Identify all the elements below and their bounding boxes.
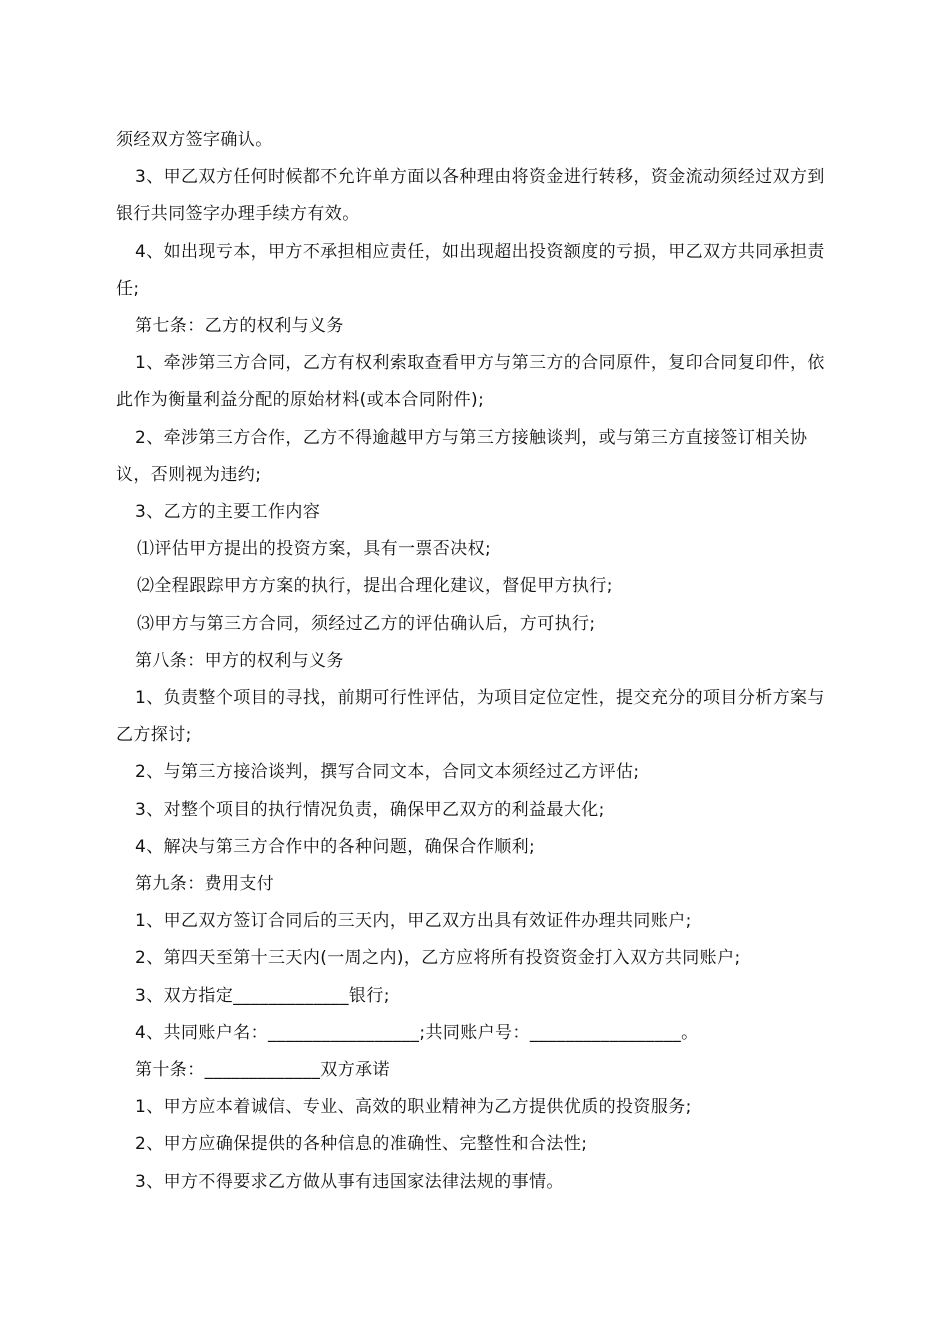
clause-6-item-4: 4、如出现亏本，甲方不承担相应责任，如出现超出投资额度的亏损，甲乙双方共同承担责任; — [116, 241, 825, 299]
clause-7-heading: 第七条：乙方的权利与义务 — [135, 316, 344, 337]
clause-9-heading: 第九条：费用支付 — [135, 874, 275, 895]
clause-10-heading: 第十条：_____________双方承诺 — [135, 1060, 390, 1081]
clause-7-item-3: 3、乙方的主要工作内容 — [135, 502, 321, 523]
clause-9-item-1: 1、甲乙双方签订合同后的三天内，甲乙双方出具有效证件办理共同账户; — [135, 911, 692, 932]
clause-8-item-2: 2、与第三方接洽谈判，撰写合同文本，合同文本须经过乙方评估; — [135, 762, 640, 783]
clause-7-item-2: 2、牵涉第三方合作，乙方不得逾越甲方与第三方接触谈判，或与第三方直接签订相关协议，否则视为违约; — [116, 427, 808, 485]
clause-10-item-2: 2、甲方应确保提供的各种信息的准确性、完整性和合法性; — [135, 1134, 588, 1155]
clause-9-item-4: 4、共同账户名：_________________;共同账户号：_________________。 — [135, 1022, 699, 1043]
clause-8-heading: 第八条：甲方的权利与义务 — [135, 650, 344, 671]
clause-8-item-1: 1、负责整个项目的寻找，前期可行性评估，为项目定位定性，提交充分的项目分析方案与乙方探讨; — [116, 688, 825, 746]
clause-7-subitem-2: ⑵全程跟踪甲方方案的执行，提出合理化建议，督促甲方执行; — [137, 576, 613, 597]
clause-7-subitem-1: ⑴评估甲方提出的投资方案，具有一票否决权; — [137, 539, 492, 560]
clause-9-item-3: 3、双方指定_____________银行; — [135, 985, 390, 1006]
document-body — [116, 122, 836, 1201]
clause-8-item-4: 4、解决与第三方合作中的各种问题，确保合作顺利; — [135, 836, 536, 857]
paragraph-continuation: 须经双方签字确认。 — [116, 130, 273, 150]
clause-10-item-1: 1、甲方应本着诚信、专业、高效的职业精神为乙方提供优质的投资服务; — [135, 1097, 692, 1118]
clause-9-item-2: 2、第四天至第十三天内(一周之内)，乙方应将所有投资资金打入双方共同账户; — [135, 948, 741, 969]
clause-6-item-3: 3、甲乙双方任何时候都不允许单方面以各种理由将资金进行转移，资金流动须经过双方到银行共同签字办理手续方有效。 — [116, 167, 825, 225]
clause-8-item-3: 3、对整个项目的执行情况负责，确保甲乙双方的利益最大化; — [135, 799, 605, 820]
clause-10-item-3: 3、甲方不得要求乙方做从事有违国家法律法规的事情。 — [135, 1171, 564, 1192]
clause-7-subitem-3: ⑶甲方与第三方合同，须经过乙方的评估确认后，方可执行; — [137, 613, 596, 634]
clause-7-item-1: 1、牵涉第三方合同，乙方有权利索取查看甲方与第三方的合同原件，复印合同复印件，依此作为衡量利益分配的原始材料(或本合同附件); — [116, 353, 825, 411]
